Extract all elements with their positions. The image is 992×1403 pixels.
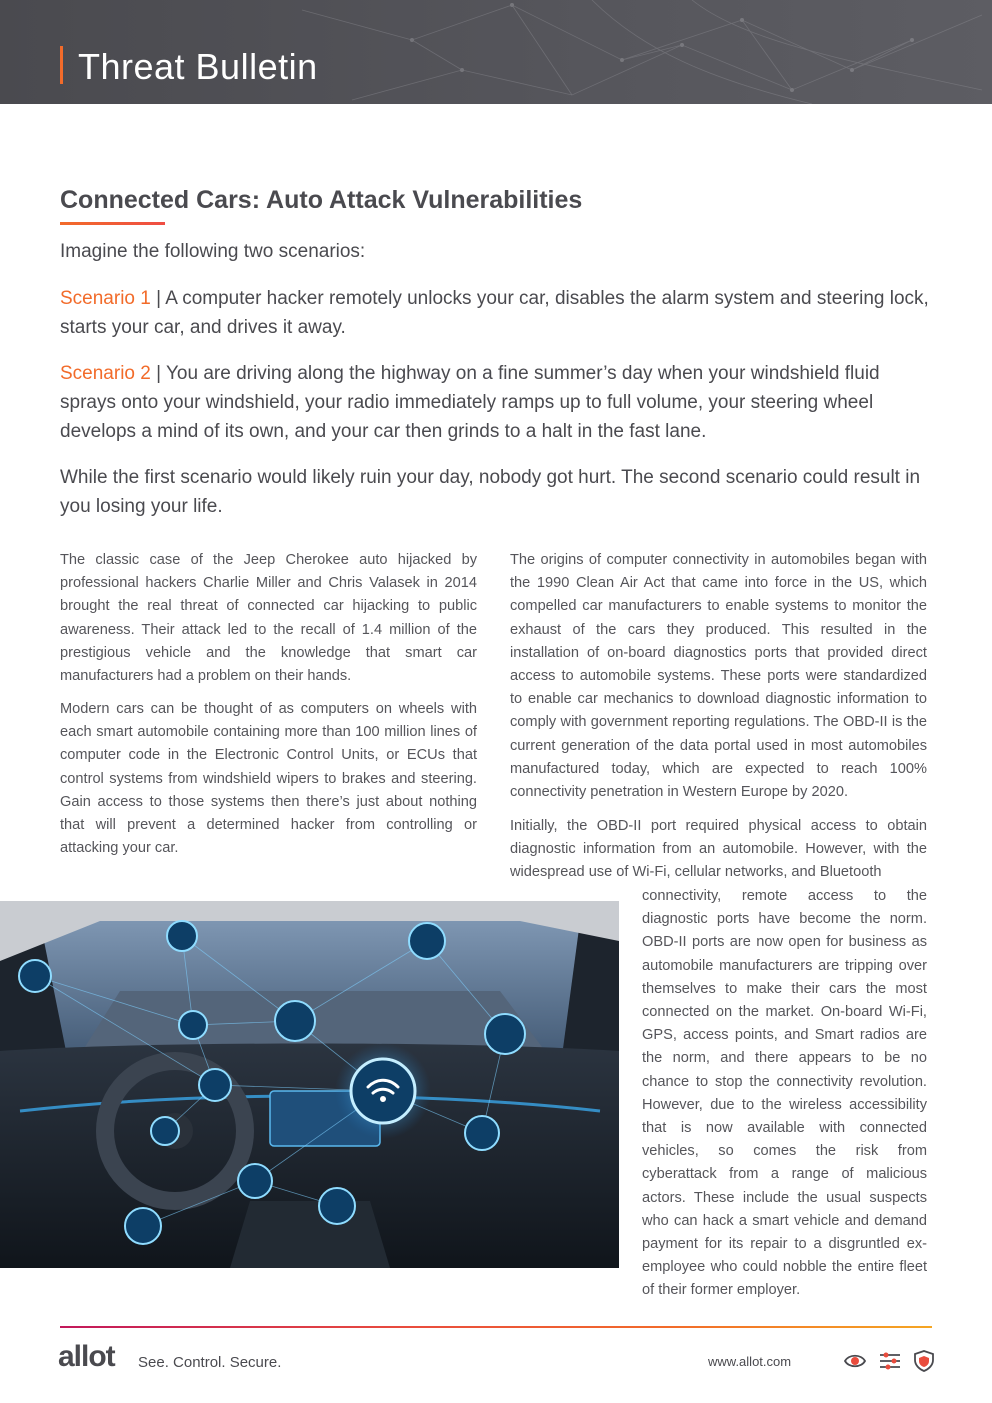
right-paragraph-1: The origins of computer connectivity in automobiles began with the 1990 Clean Air Act that came into force in the US, which compelled car manufacturers to enable systems to monitor the exhaust of the cars they produced. This resulted in the installation of on-board diagnostics ports that provided direct access to automobile systems. These ports were standardized to enable car mechanics to download diagnostic information to comply with government reporting regulations. The OBD-II is the current generation of the data portal used in most automobiles manufactured today, which are expected to reach 100% connectivity penetration in Western Europe by 2020. <box>510 552 927 801</box>
network-pattern <box>292 0 992 104</box>
left-paragraph-2: Modern cars can be thought of as computers on wheels with each smart automobile containing more than 100 million lines of computer code in the Electronic Control Units, or ECUs that control systems from windshield wipers to brakes and steering. Gain access to those systems then there’s just about nothing that will prevent a determined hacker from controlling or attacking your car. <box>60 701 477 857</box>
footer-divider <box>60 1326 932 1328</box>
allot-logo: allot <box>58 1340 115 1373</box>
footer-website-link[interactable]: www.allot.com <box>708 1354 792 1369</box>
title-underline <box>60 222 165 225</box>
header-accent-bar <box>60 46 63 84</box>
scenario-1-text: | A computer hacker remotely unlocks your car, disables the alarm system and steering lock, starts your car, and drives it away. <box>60 288 929 338</box>
scenario-2 <box>60 359 932 446</box>
right-paragraph-2a: Initially, the OBD-II port required physical access to obtain diagnostic information from an automobile. However, with the widespread use of Wi-Fi, cellular networks, and Bluetooth <box>510 818 927 881</box>
intro-text: Imagine the following two scenarios: <box>60 241 366 262</box>
article-title: Connected Cars: Auto Attack Vulnerabilities <box>60 186 583 214</box>
header-title: Threat Bulletin <box>78 46 318 87</box>
conclusion-text: While the first scenario would likely ruin your day, nobody got hurt. The second scenario could result in you losing your life. <box>60 467 921 517</box>
scenario-1 <box>60 284 932 342</box>
footer-tagline: See. Control. Secure. <box>138 1354 282 1371</box>
sliders-icon <box>878 1350 902 1372</box>
scenario-1-label: Scenario 1 <box>60 288 151 309</box>
right-paragraph-2b: connectivity, remote access to the diagnostic ports have become the norm. OBD-II ports are now open for business as automobile manufacturers are tripping over themselves to make their cars the most connected on the market. On-board Wi-Fi, GPS, access points, and Smart radios are the norm, and there appears to be no chance to stop the connectivity revolution. However, due to the wireless accessibility that is now available with connected vehicles, so comes the risk from cyberattack from a range of malicious actors. These include the usual suspects who can hack a smart vehicle and demand payment for its repair to a disgruntled ex-employee who could nobble the entire fleet of their former employer. <box>642 888 927 1299</box>
header-banner <box>0 0 992 104</box>
shield-icon <box>912 1350 936 1372</box>
connected-car-image <box>0 901 619 1268</box>
left-paragraph-1: The classic case of the Jeep Cherokee auto hijacked by professional hackers Charlie Miller and Chris Valasek in 2014 brought the real threat of connected car hijacking to public awareness. Their attack led to the recall of 1.4 million of the prestigious vehicle and the knowledge that smart car manufacturers had a problem on their hands. <box>60 552 477 685</box>
scenario-2-text: | You are driving along the highway on a fine summer’s day when your windshield fluid sprays onto your windshield, your radio immediately ramps up to full volume, your steering wheel develops a mind of its own, and your car then grinds to a halt in the fast lane. <box>60 363 880 442</box>
scenario-2-label: Scenario 2 <box>60 363 151 384</box>
eye-icon <box>843 1350 867 1372</box>
